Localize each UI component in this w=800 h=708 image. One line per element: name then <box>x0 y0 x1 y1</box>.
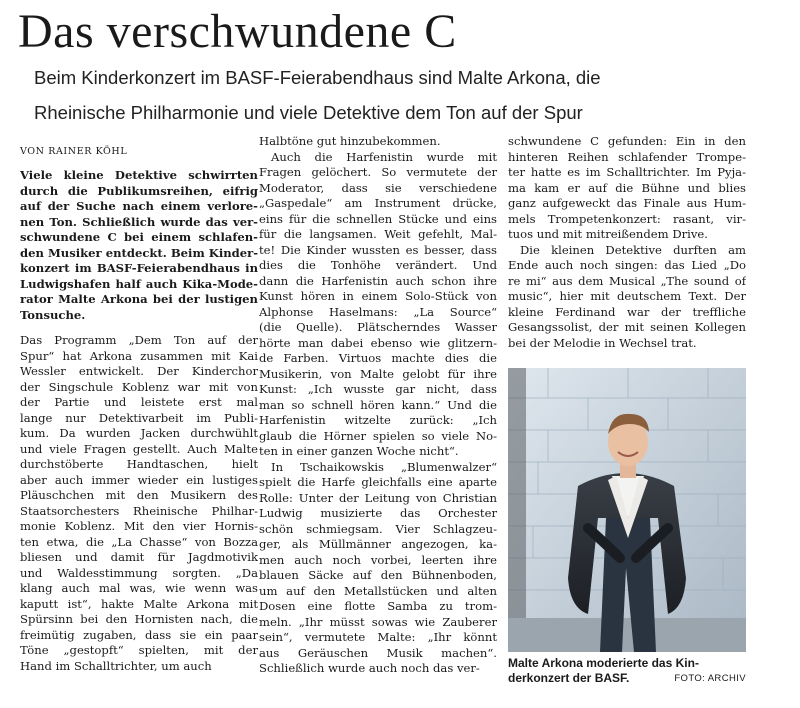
text-line: Dosen eine flotte Samba zu trom- <box>259 599 497 613</box>
text-line: spielt die Harfe gleichfalls eine aparte <box>259 475 497 489</box>
text-line: Tonsuche. <box>20 307 86 322</box>
text-line: auf der Suche nach einem verlore- <box>20 199 258 213</box>
text-line: Schließlich wurde auch noch das ver- <box>259 661 480 675</box>
text-line: meln. „Ihr müsst sowas wie Zauberer <box>259 614 497 629</box>
column-1-body <box>20 333 258 674</box>
text-line: durchstöberte Handtaschen, hielt <box>20 457 258 471</box>
text-line: Auch die Harfenistin wurde mit <box>271 149 497 164</box>
text-line: ganz aufgeweckt das Finale aus Hum- <box>508 196 746 210</box>
article-column-2 <box>259 134 497 677</box>
text-line: Ludwigshafen half auch Kika-Mode- <box>20 276 258 291</box>
text-line: klang auch mal was, wie wenn was <box>20 581 258 595</box>
text-line: tuos und mit mitreißendem Drive. <box>508 227 708 241</box>
text-line: ger, als Müllmänner angezogen, ka- <box>259 537 497 551</box>
text-line: hörte man dabei ebenso wie glitzern- <box>259 335 497 350</box>
text-line: In Tschaikowskis „Blumenwalzer“ <box>271 459 497 474</box>
text-line: kaputt ist“, hakte Malte Arkona mit <box>20 596 258 611</box>
text-line: Alphonse Haselmans: „La Source“ <box>259 304 497 319</box>
text-line: te! Die Kinder wussten es besser, dass <box>259 242 497 257</box>
text-line: rator Malte Arkona bei der lustigen <box>20 292 258 306</box>
text-line: Spur“ hat Arkona zusammen mit Kai <box>20 348 258 363</box>
article-column-1 <box>20 168 258 674</box>
text-line: (die Quelle). Plätscherndes Wasser <box>259 320 497 334</box>
text-line: Rolle: Unter der Leitung von Christian <box>259 490 497 505</box>
text-line: Ludwig musizierte das Orchester <box>259 506 497 520</box>
text-line: ten etwa, die „La Chasse“ von Bozza <box>20 534 258 549</box>
text-line: den Musiker entdeckt. Beim Kinder- <box>20 245 258 260</box>
text-line: men auch noch vorbei, leerten ihre <box>259 552 497 567</box>
text-line: de Farben. Virtuos machte dies die <box>259 351 497 365</box>
text-line: hinteren Reihen schlafender Trompe- <box>508 149 746 164</box>
photo-caption <box>508 656 756 686</box>
byline: VON RAINER KÖHL <box>20 146 128 157</box>
text-line: lange nur Detektivarbeit im Publi- <box>20 410 258 425</box>
text-line: Töne „gestopft“ spielten, mit der <box>20 643 258 657</box>
text-line: ten in einer ganzen Woche nicht“. <box>259 444 459 458</box>
text-line: blauen Säcke auf den Bühnenboden, <box>259 568 497 582</box>
text-line: Staatsorchesters Rheinische Philhar- <box>20 503 258 518</box>
text-line: sein“, vermutete Malte: „Ihr könnt <box>259 630 497 644</box>
text-line: Gesangssolist, der mit seinen Kollegen <box>508 320 746 334</box>
text-line: durch die Publikumsreihen, eifrig <box>20 183 258 198</box>
text-line: glaub die Hörner spielen so viele No- <box>259 428 497 443</box>
text-line: dann die Harfenistin auch schon ihre <box>259 273 497 288</box>
text-line: für die langsamen. Weit gefehlt, Mal- <box>259 227 497 241</box>
text-line: Wessler entwickelt. Der Kinderchor <box>20 364 258 378</box>
lead-paragraph <box>20 168 258 323</box>
text-line: konzert im BASF-Feierabendhaus in <box>20 261 258 275</box>
text-line: ter hatte es im Schalltrichter. Im Pyja- <box>508 165 746 179</box>
text-line: der Partie und leistete erst mal <box>20 395 258 409</box>
text-line: Fragen gelöchert. So vermutete der <box>259 165 497 179</box>
text-line: aber auch immer wieder ein lustiges <box>20 472 258 487</box>
article-photo <box>508 368 746 652</box>
text-line: dies die Tonhöhe verändert. Und <box>259 258 497 272</box>
text-line: Harfenistin witzelte zurück: „Ich <box>259 413 497 427</box>
text-line: Kunst hören in einem Solo-Stück von <box>259 289 497 303</box>
headline: Das verschwundene C <box>18 5 457 58</box>
text-line: Moderator, dass sie verschiedene <box>259 180 497 195</box>
portrait-image <box>508 368 746 652</box>
subheadline-line-2: Rheinische Philharmonie und viele Detektive dem Ton auf der Spur <box>34 102 583 123</box>
text-line: Spürsinn bei den Hornisten nach, die <box>20 612 258 626</box>
caption-line-1: Malte Arkona moderierte das Kin- <box>508 656 699 670</box>
text-line: schwundene C gefunden: Ein in den <box>508 134 746 148</box>
text-line: „Gaspedale“ am Instrument drücke, <box>259 196 497 210</box>
subheadline-line-1: Beim Kinderkonzert im BASF-Feierabendhaus sind Malte Arkona, die <box>34 67 601 88</box>
text-line: man so schnell hören kann.“ Und die <box>259 397 497 412</box>
text-line: und Waldesstimmung sorgten. „Da <box>20 565 258 580</box>
text-line: schwundene C bei einem schlafen- <box>20 230 258 244</box>
text-line: der Singschule Koblenz war mit von <box>20 379 258 394</box>
text-line: Musikerin, von Malte gelobt für ihre <box>259 366 497 381</box>
text-line: Pläuschchen mit den Musikern des <box>20 488 258 502</box>
text-line: Das Programm „Dem Ton auf der <box>20 333 258 347</box>
text-line: ma kam er auf die Bühne und blies <box>508 180 746 195</box>
text-line: freimütig zugaben, dass sie ein paar <box>20 627 258 642</box>
text-line: nen Ton. Schließlich wurde das ver- <box>20 214 258 229</box>
text-line: Hand im Schalltrichter, um auch <box>20 658 212 673</box>
article-column-3 <box>508 134 746 351</box>
text-line: mels Trompetenkonzert: rasant, vir- <box>508 211 746 226</box>
text-line: und viele Fragen gestellt. Auch Malte <box>20 441 258 456</box>
text-line: kleine Ferdinand war der treffliche <box>508 304 746 319</box>
text-line: aus Geräuschen Musik machen“. <box>259 645 497 660</box>
text-line: Ende auch noch singen: das Lied „Do <box>508 258 746 272</box>
photo-credit: FOTO: ARCHIV <box>674 673 746 684</box>
text-line: Kunst: „Ich wusste gar nicht, dass <box>259 382 497 396</box>
text-line: re mi“ aus dem Musical „The sound of <box>508 273 746 288</box>
text-line: Viele kleine Detektive schwirrten <box>20 168 258 182</box>
text-line: music“, hier mit deutschem Text. Der <box>508 289 746 303</box>
text-line: bei der Melodie in Wechsel trat. <box>508 335 697 350</box>
text-line: um auf den Metallstücken und alten <box>259 583 497 598</box>
caption-line-2: derkonzert der BASF. <box>508 671 630 685</box>
text-line: Die kleinen Detektive durften am <box>520 242 746 257</box>
text-line: Halbtöne gut hinzubekommen. <box>259 134 441 148</box>
text-line: kum. Da wurden Jacken durchwühlt <box>20 426 258 440</box>
text-line: monie Koblenz. Mit den vier Hornis- <box>20 519 258 533</box>
text-line: bliesen und damit für Jagdmotivik <box>20 550 258 564</box>
text-line: eins für die schnellen Stücke und eins <box>259 211 497 226</box>
text-line: schön schmiegsam. Vier Schlagzeu- <box>259 521 497 536</box>
